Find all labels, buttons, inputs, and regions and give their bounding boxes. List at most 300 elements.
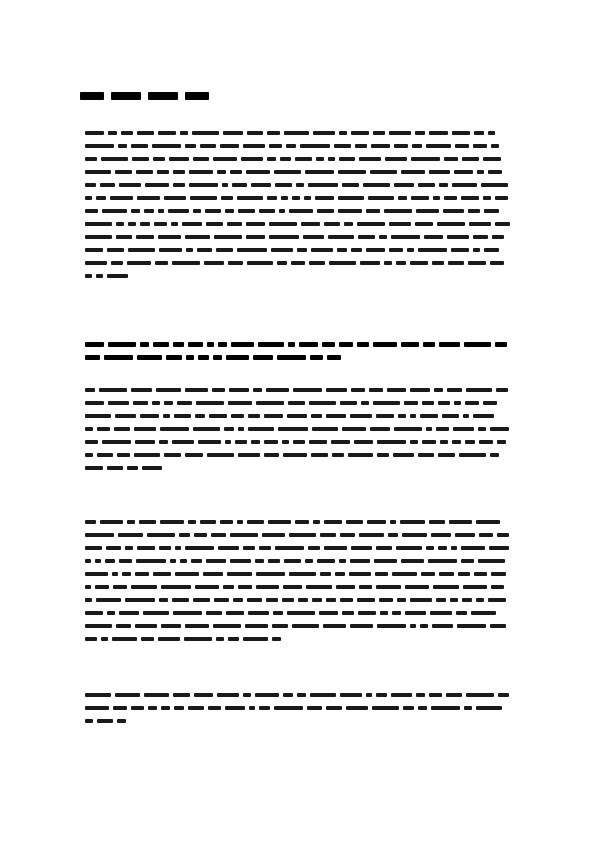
text-word (473, 144, 487, 148)
text-word (410, 598, 432, 602)
text-word (281, 196, 288, 200)
text-word (379, 235, 387, 239)
text-word (431, 706, 460, 710)
text-word (311, 248, 333, 252)
text-word (433, 196, 440, 200)
text-word (85, 693, 111, 697)
text-word (164, 453, 181, 457)
text-word (131, 144, 148, 148)
text-word (432, 624, 453, 628)
text-word (118, 144, 127, 148)
text-word (388, 533, 398, 537)
text-word (490, 453, 499, 457)
text-word (355, 144, 367, 148)
text-word (127, 466, 138, 470)
text-word (237, 248, 267, 252)
text-word (488, 170, 502, 174)
text-word (179, 533, 190, 537)
text-word (243, 144, 265, 148)
text-word (159, 598, 168, 602)
text-word (478, 427, 486, 431)
text-word (411, 157, 440, 161)
text-word (327, 355, 341, 360)
text-word (137, 355, 162, 360)
text-word (370, 170, 397, 174)
text-word (439, 342, 460, 347)
text-word (140, 414, 159, 418)
text-word (268, 559, 280, 563)
text-word (340, 598, 353, 602)
text-word (418, 183, 435, 187)
paragraph-2 (85, 338, 510, 364)
text-word (106, 546, 121, 550)
text-word (477, 170, 484, 174)
text-word (267, 196, 277, 200)
text-word (410, 414, 416, 418)
text-word (102, 440, 131, 444)
text-word (410, 261, 428, 265)
text-word (361, 401, 369, 405)
text-word (135, 624, 157, 628)
text-word (342, 611, 354, 615)
text-word (340, 533, 355, 537)
text-word (85, 598, 92, 602)
text-word (377, 453, 389, 457)
text-word (127, 520, 135, 524)
text-word (113, 706, 127, 710)
text-word (339, 131, 347, 135)
text-word (377, 440, 406, 444)
text-word (107, 274, 128, 278)
text-word (437, 222, 465, 226)
text-word (258, 342, 284, 347)
text-word (223, 585, 234, 589)
text-word (305, 170, 334, 174)
text-word (401, 170, 425, 174)
text-word (193, 598, 210, 602)
text-word (112, 572, 118, 576)
text-word (371, 144, 390, 148)
text-word (334, 144, 351, 148)
text-word (396, 261, 406, 265)
text-word (85, 572, 108, 576)
text-line (85, 178, 510, 191)
text-word (225, 706, 245, 710)
text-word (229, 388, 249, 392)
text-word (322, 342, 335, 347)
text-word (429, 170, 450, 174)
text-word (141, 637, 154, 641)
text-word (366, 693, 372, 697)
text-word (230, 559, 251, 563)
text-word (410, 440, 418, 444)
text-word (282, 440, 289, 444)
text-word (324, 222, 340, 226)
text-word (85, 611, 103, 615)
text-word (329, 261, 356, 265)
text-word (357, 342, 369, 347)
text-word (405, 585, 429, 589)
text-word (335, 572, 345, 576)
text-word (173, 342, 184, 347)
text-word (284, 559, 301, 563)
text-word (247, 131, 263, 135)
text-word (131, 706, 144, 710)
text-word (429, 520, 445, 524)
text-word (346, 706, 368, 710)
text-word (238, 209, 255, 213)
text-word (491, 585, 504, 589)
text-word (107, 466, 123, 470)
text-word (100, 183, 115, 187)
text-word (278, 427, 308, 431)
text-word (373, 342, 397, 347)
text-word (249, 706, 255, 710)
text-word (309, 261, 325, 265)
text-word (172, 598, 189, 602)
text-word (372, 706, 399, 710)
text-word (85, 342, 104, 347)
text-word (421, 572, 435, 576)
text-word (315, 196, 334, 200)
text-word (286, 144, 296, 148)
text-word (85, 533, 114, 537)
text-word (96, 196, 106, 200)
text-word (476, 598, 484, 602)
text-word (292, 196, 300, 200)
text-word (307, 706, 322, 710)
text-word (220, 520, 233, 524)
text-word (171, 222, 178, 226)
text-word (147, 533, 175, 537)
text-word (296, 183, 304, 187)
text-word (359, 157, 381, 161)
text-word (85, 624, 112, 628)
text-word (326, 388, 347, 392)
text-word (194, 693, 213, 697)
text-word (420, 414, 438, 418)
text-word (391, 235, 420, 239)
text-word (85, 453, 93, 457)
text-word (243, 693, 251, 697)
text-word (283, 453, 307, 457)
text-word (119, 559, 132, 563)
text-word (448, 261, 464, 265)
text-word (272, 637, 281, 641)
text-word (145, 183, 169, 187)
text-word (164, 401, 173, 405)
text-line (85, 139, 510, 152)
text-word (137, 131, 154, 135)
text-word (373, 401, 400, 405)
text-word (259, 706, 270, 710)
text-word (452, 183, 477, 187)
text-word (209, 414, 227, 418)
text-word (498, 693, 509, 697)
text-word (267, 157, 276, 161)
text-word (369, 388, 383, 392)
text-word (346, 520, 363, 524)
text-word (95, 585, 109, 589)
text-line (85, 230, 510, 243)
text-word (266, 388, 289, 392)
text-word (175, 572, 199, 576)
text-word (483, 196, 491, 200)
text-word (107, 248, 124, 252)
text-word (292, 624, 319, 628)
text-word (238, 427, 244, 431)
text-word (97, 719, 113, 723)
text-word (115, 414, 136, 418)
text-word (271, 248, 293, 252)
text-word (188, 520, 196, 524)
text-word (444, 196, 457, 200)
text-word (316, 157, 324, 161)
text-word (438, 453, 455, 457)
text-word (274, 170, 301, 174)
text-word (132, 157, 149, 161)
text-word (116, 624, 131, 628)
text-word (180, 559, 187, 563)
text-word (85, 144, 114, 148)
text-word (163, 414, 170, 418)
text-word (226, 611, 244, 615)
text-word (107, 611, 115, 615)
text-word (203, 572, 223, 576)
text-word (153, 342, 169, 347)
text-word (247, 520, 264, 524)
text-word (391, 693, 412, 697)
text-word (189, 170, 213, 174)
text-word (401, 559, 424, 563)
text-word (463, 414, 469, 418)
text-word (282, 598, 294, 602)
text-word (297, 693, 306, 697)
text-word (170, 559, 176, 563)
text-word (213, 624, 241, 628)
text-word (85, 235, 112, 239)
text-word (288, 401, 305, 405)
text-word (259, 546, 271, 550)
text-word (246, 235, 265, 239)
text-word (461, 546, 485, 550)
text-line (85, 580, 510, 593)
text-word (496, 388, 508, 392)
text-word (230, 170, 242, 174)
text-word (436, 598, 446, 602)
text-word (108, 342, 136, 347)
text-word (410, 388, 430, 392)
text-word (280, 157, 291, 161)
text-word (384, 209, 412, 213)
title-word (148, 92, 178, 100)
text-line (85, 593, 510, 606)
text-word (197, 248, 212, 252)
text-word (135, 440, 155, 444)
text-word (358, 611, 376, 615)
text-word (376, 693, 387, 697)
text-word (272, 624, 288, 628)
text-word (221, 196, 233, 200)
text-word (264, 453, 279, 457)
text-word (376, 414, 394, 418)
page-title (80, 92, 209, 100)
text-word (113, 585, 127, 589)
text-word (350, 414, 372, 418)
text-line (85, 152, 510, 165)
text-word (377, 624, 406, 628)
text-word (134, 453, 160, 457)
text-word (284, 131, 309, 135)
paragraph-4 (85, 515, 510, 645)
text-word (193, 157, 209, 161)
text-word (237, 520, 243, 524)
text-word (397, 598, 406, 602)
text-word (136, 559, 166, 563)
text-word (166, 355, 182, 360)
paragraph-3 (85, 383, 510, 474)
text-word (214, 598, 229, 602)
text-word (131, 388, 152, 392)
text-word (85, 131, 104, 135)
text-word (217, 170, 226, 174)
text-word (338, 196, 364, 200)
text-word (288, 342, 295, 347)
text-word (326, 706, 342, 710)
text-word (483, 401, 497, 405)
text-word (303, 235, 324, 239)
text-word (85, 520, 96, 524)
text-word (323, 624, 346, 628)
text-word (104, 355, 133, 360)
text-word (220, 144, 239, 148)
text-word (300, 144, 330, 148)
text-word (317, 209, 334, 213)
text-word (351, 248, 362, 252)
text-word (117, 719, 126, 723)
text-word (185, 144, 196, 148)
text-word (440, 440, 448, 444)
text-line (85, 632, 510, 645)
text-word (416, 209, 439, 213)
text-word (225, 440, 231, 444)
text-word (185, 546, 214, 550)
text-word (488, 598, 506, 602)
text-word (310, 355, 323, 360)
text-line (85, 688, 510, 701)
text-word (459, 453, 486, 457)
text-word (309, 440, 327, 444)
text-word (289, 572, 316, 576)
text-word (454, 401, 461, 405)
text-word (185, 453, 203, 457)
text-word (235, 440, 247, 444)
text-word (153, 157, 165, 161)
text-word (193, 427, 220, 431)
text-word (312, 427, 338, 431)
text-word (489, 546, 509, 550)
text-word (401, 342, 419, 347)
text-word (114, 427, 130, 431)
text-word (275, 183, 292, 187)
text-word (255, 693, 279, 697)
text-word (439, 183, 448, 187)
paragraph-1 (85, 126, 510, 282)
text-word (400, 520, 425, 524)
text-word (301, 222, 320, 226)
text-word (160, 427, 189, 431)
text-word (476, 520, 500, 524)
text-word (161, 585, 191, 589)
text-word (174, 414, 191, 418)
text-word (117, 453, 130, 457)
text-word (348, 453, 373, 457)
text-word (228, 261, 243, 265)
text-word (375, 572, 388, 576)
text-word (461, 196, 479, 200)
text-word (269, 144, 282, 148)
text-word (404, 401, 418, 405)
text-word (85, 546, 102, 550)
text-word (339, 559, 346, 563)
text-word (246, 222, 265, 226)
text-word (198, 440, 221, 444)
text-word (461, 559, 474, 563)
text-line (85, 422, 510, 435)
text-word (465, 401, 479, 405)
text-word (389, 222, 411, 226)
text-word (134, 427, 156, 431)
text-word (497, 533, 509, 537)
text-word (274, 706, 303, 710)
text-word (474, 131, 484, 135)
text-word (455, 533, 475, 537)
text-word (358, 235, 375, 239)
text-word (158, 209, 164, 213)
text-word (222, 183, 228, 187)
text-word (410, 624, 416, 628)
text-word (85, 401, 104, 405)
text-word (175, 546, 181, 550)
text-word (328, 157, 335, 161)
text-word (128, 222, 136, 226)
text-word (287, 611, 315, 615)
text-word (339, 157, 355, 161)
text-word (478, 559, 505, 563)
text-word (495, 222, 510, 226)
text-word (168, 209, 189, 213)
text-word (468, 209, 480, 213)
text-word (287, 414, 307, 418)
text-word (142, 466, 162, 470)
text-word (452, 131, 470, 135)
title-word (185, 92, 209, 100)
text-word (283, 585, 302, 589)
text-word (97, 453, 113, 457)
text-word (299, 342, 318, 347)
text-word (438, 546, 447, 550)
text-word (449, 520, 472, 524)
text-word (351, 131, 369, 135)
text-word (217, 693, 239, 697)
text-word (140, 222, 150, 226)
text-word (423, 342, 435, 347)
text-word (350, 624, 373, 628)
text-word (438, 401, 450, 405)
text-word (154, 222, 167, 226)
text-line (85, 338, 510, 351)
text-word (289, 209, 313, 213)
